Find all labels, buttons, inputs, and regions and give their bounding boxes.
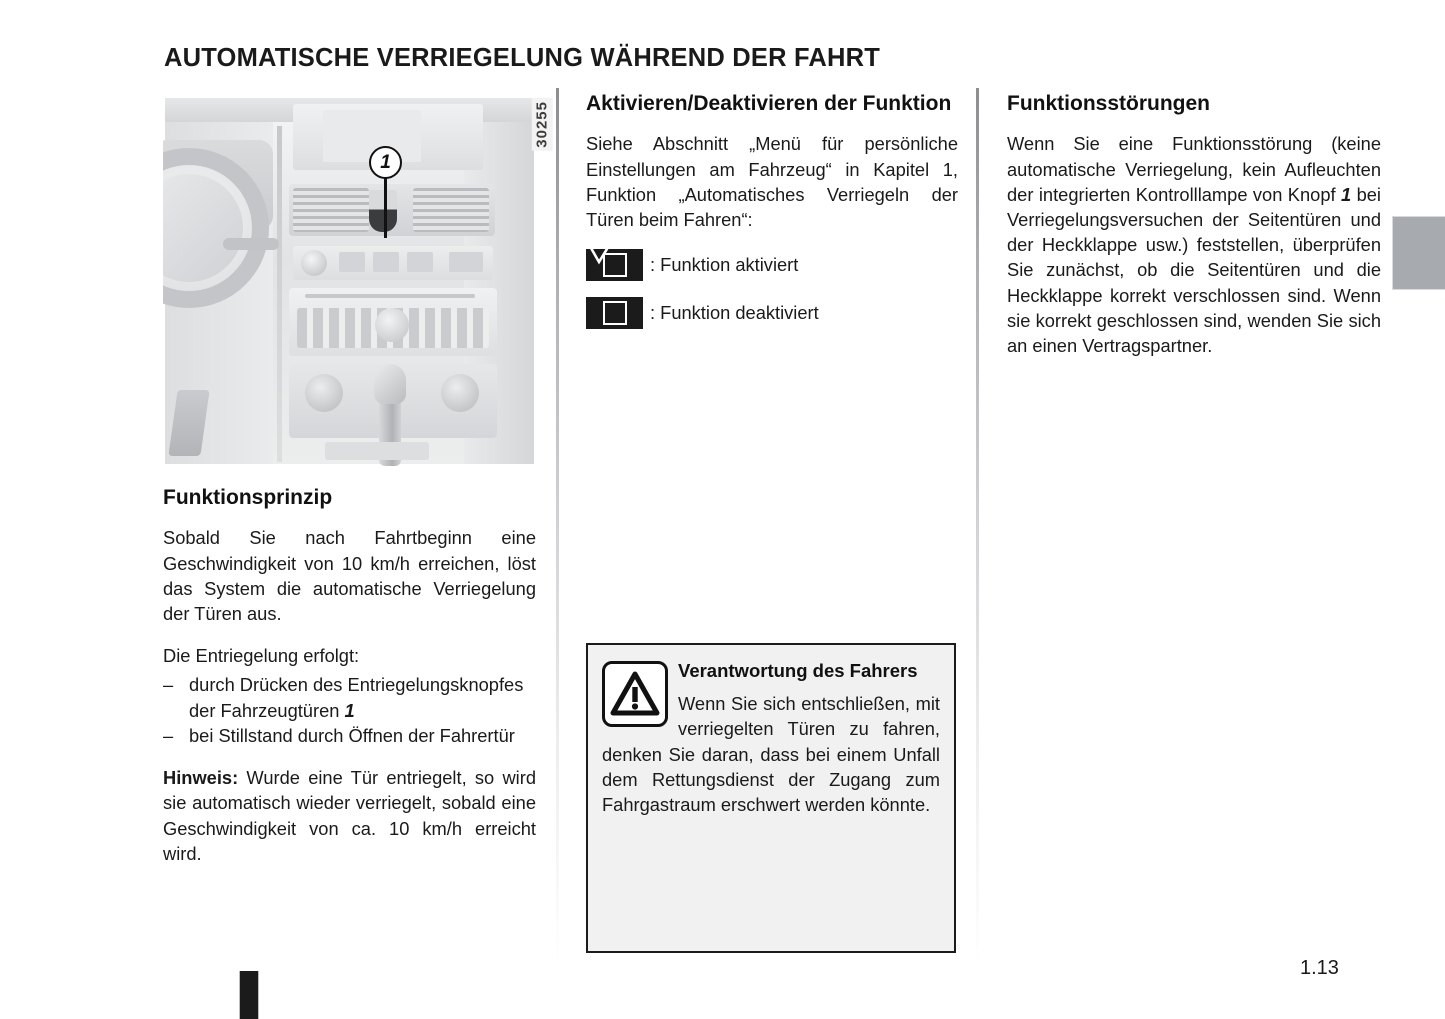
list-item xyxy=(163,672,536,722)
heading-funktionsstoerungen: Funktionsstörungen xyxy=(1007,92,1210,115)
note-label: Hinweis: xyxy=(163,767,239,789)
paragraph-part-b: bei Verriegelungsversuchen der Seitentüren und der Heckklappe usw.) feststellen, überprüfen Sie zunächst, ob die Seitentüren und die Heckklappe korrekt verschlossen sind. Wenn sie korrekt geschlossen sind, wenden Sie sich an einen Vertragspartner. xyxy=(1007,183,1381,357)
gear-lever-knob xyxy=(374,364,406,404)
column-divider-right xyxy=(976,88,979,968)
console-knob-left xyxy=(305,374,343,412)
warning-body: Wenn Sie sich entschließen, mit verriegelten Türen zu fahren, denken Sie daran, dass bei einem Unfall dem Rettungsdienst der Zugang zum Fahrgastraum erschwert werden könnte. xyxy=(602,693,940,816)
paragraph-aktivieren: Siehe Abschnitt „Menü für persönliche Einstellungen am Fahrzeug“ in Kapitel 1, Funktion „Automatisches Verriegeln der Türen beim Fahren“: xyxy=(586,133,958,230)
heading-funktionsprinzip: Funktionsprinzip xyxy=(163,486,333,509)
trim-seam xyxy=(277,126,282,462)
hvac-button-1 xyxy=(339,252,365,272)
callout-leader-line xyxy=(384,178,387,238)
radio-dial xyxy=(375,308,409,342)
callout-marker-1: 1 xyxy=(369,146,402,179)
chapter-thumb-marker xyxy=(239,971,259,1019)
legend-row-deactivated xyxy=(586,297,958,329)
heading-aktivieren-deaktivieren: Aktivieren/Deaktivieren der Funktion xyxy=(586,92,952,115)
figure-dashboard xyxy=(163,90,551,468)
checkbox-outline xyxy=(603,253,627,277)
air-vent-left xyxy=(293,188,369,232)
legend-label-deactivated: : Funktion deaktiviert xyxy=(650,302,819,324)
middle-column xyxy=(586,90,958,345)
warning-title: Verantwortung des Fahrers xyxy=(678,660,918,681)
unlock-methods-list xyxy=(163,672,536,748)
list-item-emphasis: 1 xyxy=(344,699,355,721)
right-column xyxy=(1007,90,1381,358)
dashboard-illustration xyxy=(163,92,536,468)
door-lock-button xyxy=(369,190,397,232)
page-number: 1.13 xyxy=(1300,957,1339,979)
checkbox-outline xyxy=(603,301,627,325)
list-item-text: durch Drücken des Entriegelungsknopfes der Fahrzeugtüren xyxy=(189,674,524,721)
left-column xyxy=(163,90,551,866)
radio-slot xyxy=(305,294,475,298)
hvac-button-2 xyxy=(373,252,399,272)
air-vent-right xyxy=(413,188,489,232)
figure-code-label: 30255 xyxy=(532,98,553,151)
legend-label-activated: : Funktion aktiviert xyxy=(650,254,799,276)
list-item xyxy=(163,723,536,748)
hvac-button-3 xyxy=(407,252,433,272)
page-title: AUTOMATISCHE VERRIEGELUNG WÄHREND DER FAHRT xyxy=(164,44,881,72)
section-tab-marker xyxy=(1392,216,1445,290)
paragraph-funktionsprinzip: Sobald Sie nach Fahrtbeginn eine Geschwindigkeit von 10 km/h erreichen, löst das System die automatische Verriegelung der Türen aus. xyxy=(163,527,536,624)
dash-bullet-icon: – xyxy=(163,674,174,696)
paragraph-emphasis: 1 xyxy=(1341,183,1352,205)
checked-checkbox-icon xyxy=(586,249,643,281)
list-item-text: bei Stillstand durch Öffnen der Fahrertür xyxy=(189,724,515,746)
steering-column-stalk xyxy=(223,238,279,250)
note-paragraph xyxy=(163,765,536,866)
list-intro: Die Entriegelung erfolgt: xyxy=(163,645,360,667)
hvac-knob xyxy=(301,250,327,276)
driver-responsibility-warning-box xyxy=(586,643,956,953)
dash-bullet-icon: – xyxy=(163,724,174,746)
dashboard-center-console-photo xyxy=(163,92,536,468)
paragraph-funktionsstoerungen xyxy=(1007,131,1381,358)
column-divider-left xyxy=(556,88,559,968)
hvac-display xyxy=(449,252,483,272)
note-text: Wurde eine Tür entriegelt, so wird sie automatisch wieder verriegelt, sobald eine Geschwindigkeit von ca. 10 km/h erreicht wird. xyxy=(163,767,536,864)
console-tray xyxy=(325,442,429,460)
warning-triangle-glyph xyxy=(610,671,660,717)
unchecked-checkbox-icon xyxy=(586,297,643,329)
console-knob-right xyxy=(441,374,479,412)
paragraph-part-a: Wenn Sie eine Funktionsstörung (keine automatische Verriegelung, kein Aufleuchten der integrierten Kontrolllampe von Knopf xyxy=(1007,133,1381,205)
warning-triangle-icon xyxy=(602,661,668,727)
legend-row-activated xyxy=(586,249,958,281)
